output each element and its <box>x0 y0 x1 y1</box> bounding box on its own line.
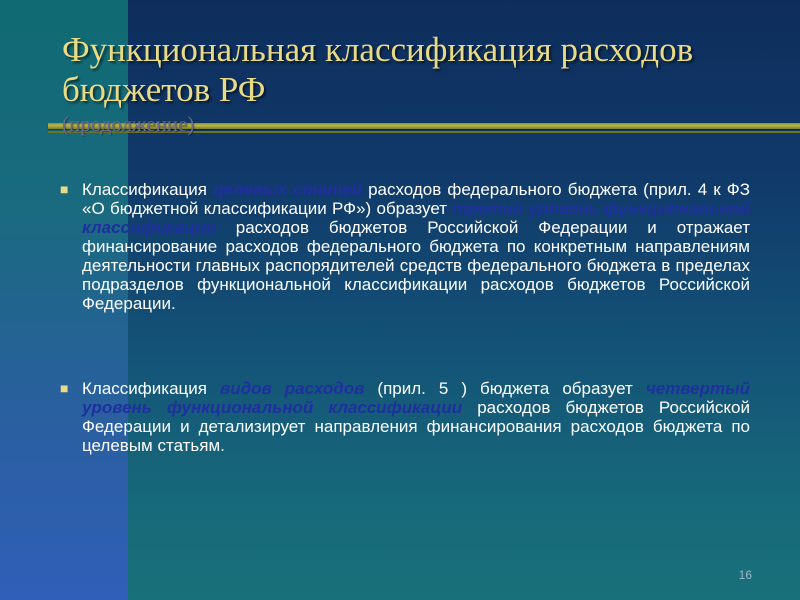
bullet-item-target-articles <box>60 180 750 313</box>
bullet-square-icon: ■ <box>60 380 69 396</box>
slide-title: Функциональная классификация расходов бюджетов РФ <box>62 30 694 109</box>
bullet-item-expense-types <box>60 379 750 455</box>
slide-subtitle: (продолжение) <box>62 112 195 136</box>
highlight-term: целевых статей <box>213 180 362 199</box>
highlight-term: четвертый уровень функциональной классификации <box>82 379 751 417</box>
highlight-term: видов расходов <box>219 379 365 398</box>
bullet-square-icon: ■ <box>60 181 69 197</box>
highlight-term: третий уровень функциональной классификации <box>82 199 750 237</box>
bullet-text <box>82 379 750 455</box>
page-number: 16 <box>738 568 752 582</box>
text-segment: (прил. 5 ) бюджета образует <box>364 379 646 398</box>
text-segment: расходов федерального бюджета (прил. 4 к ФЗ «О бюджетной классификации РФ») образует <box>82 180 750 218</box>
bullet-text <box>82 180 750 313</box>
bullet-list <box>60 180 750 455</box>
text-segment: расходов бюджетов Российской Федерации и отражает финансирование расходов федерального бюджета по конкретным направлениям деятельности главных распорядителей средств федерального бюджета в пределах подразделов функциональной классификации расходов бюджетов Российской Федерации. <box>82 218 750 313</box>
text-segment: расходов бюджетов Российской Федерации и детализирует направления финансирования расходов бюджета по целевым статьям. <box>82 398 750 455</box>
text-segment: Классификация <box>82 379 220 398</box>
text-segment: Классификация <box>82 180 214 199</box>
